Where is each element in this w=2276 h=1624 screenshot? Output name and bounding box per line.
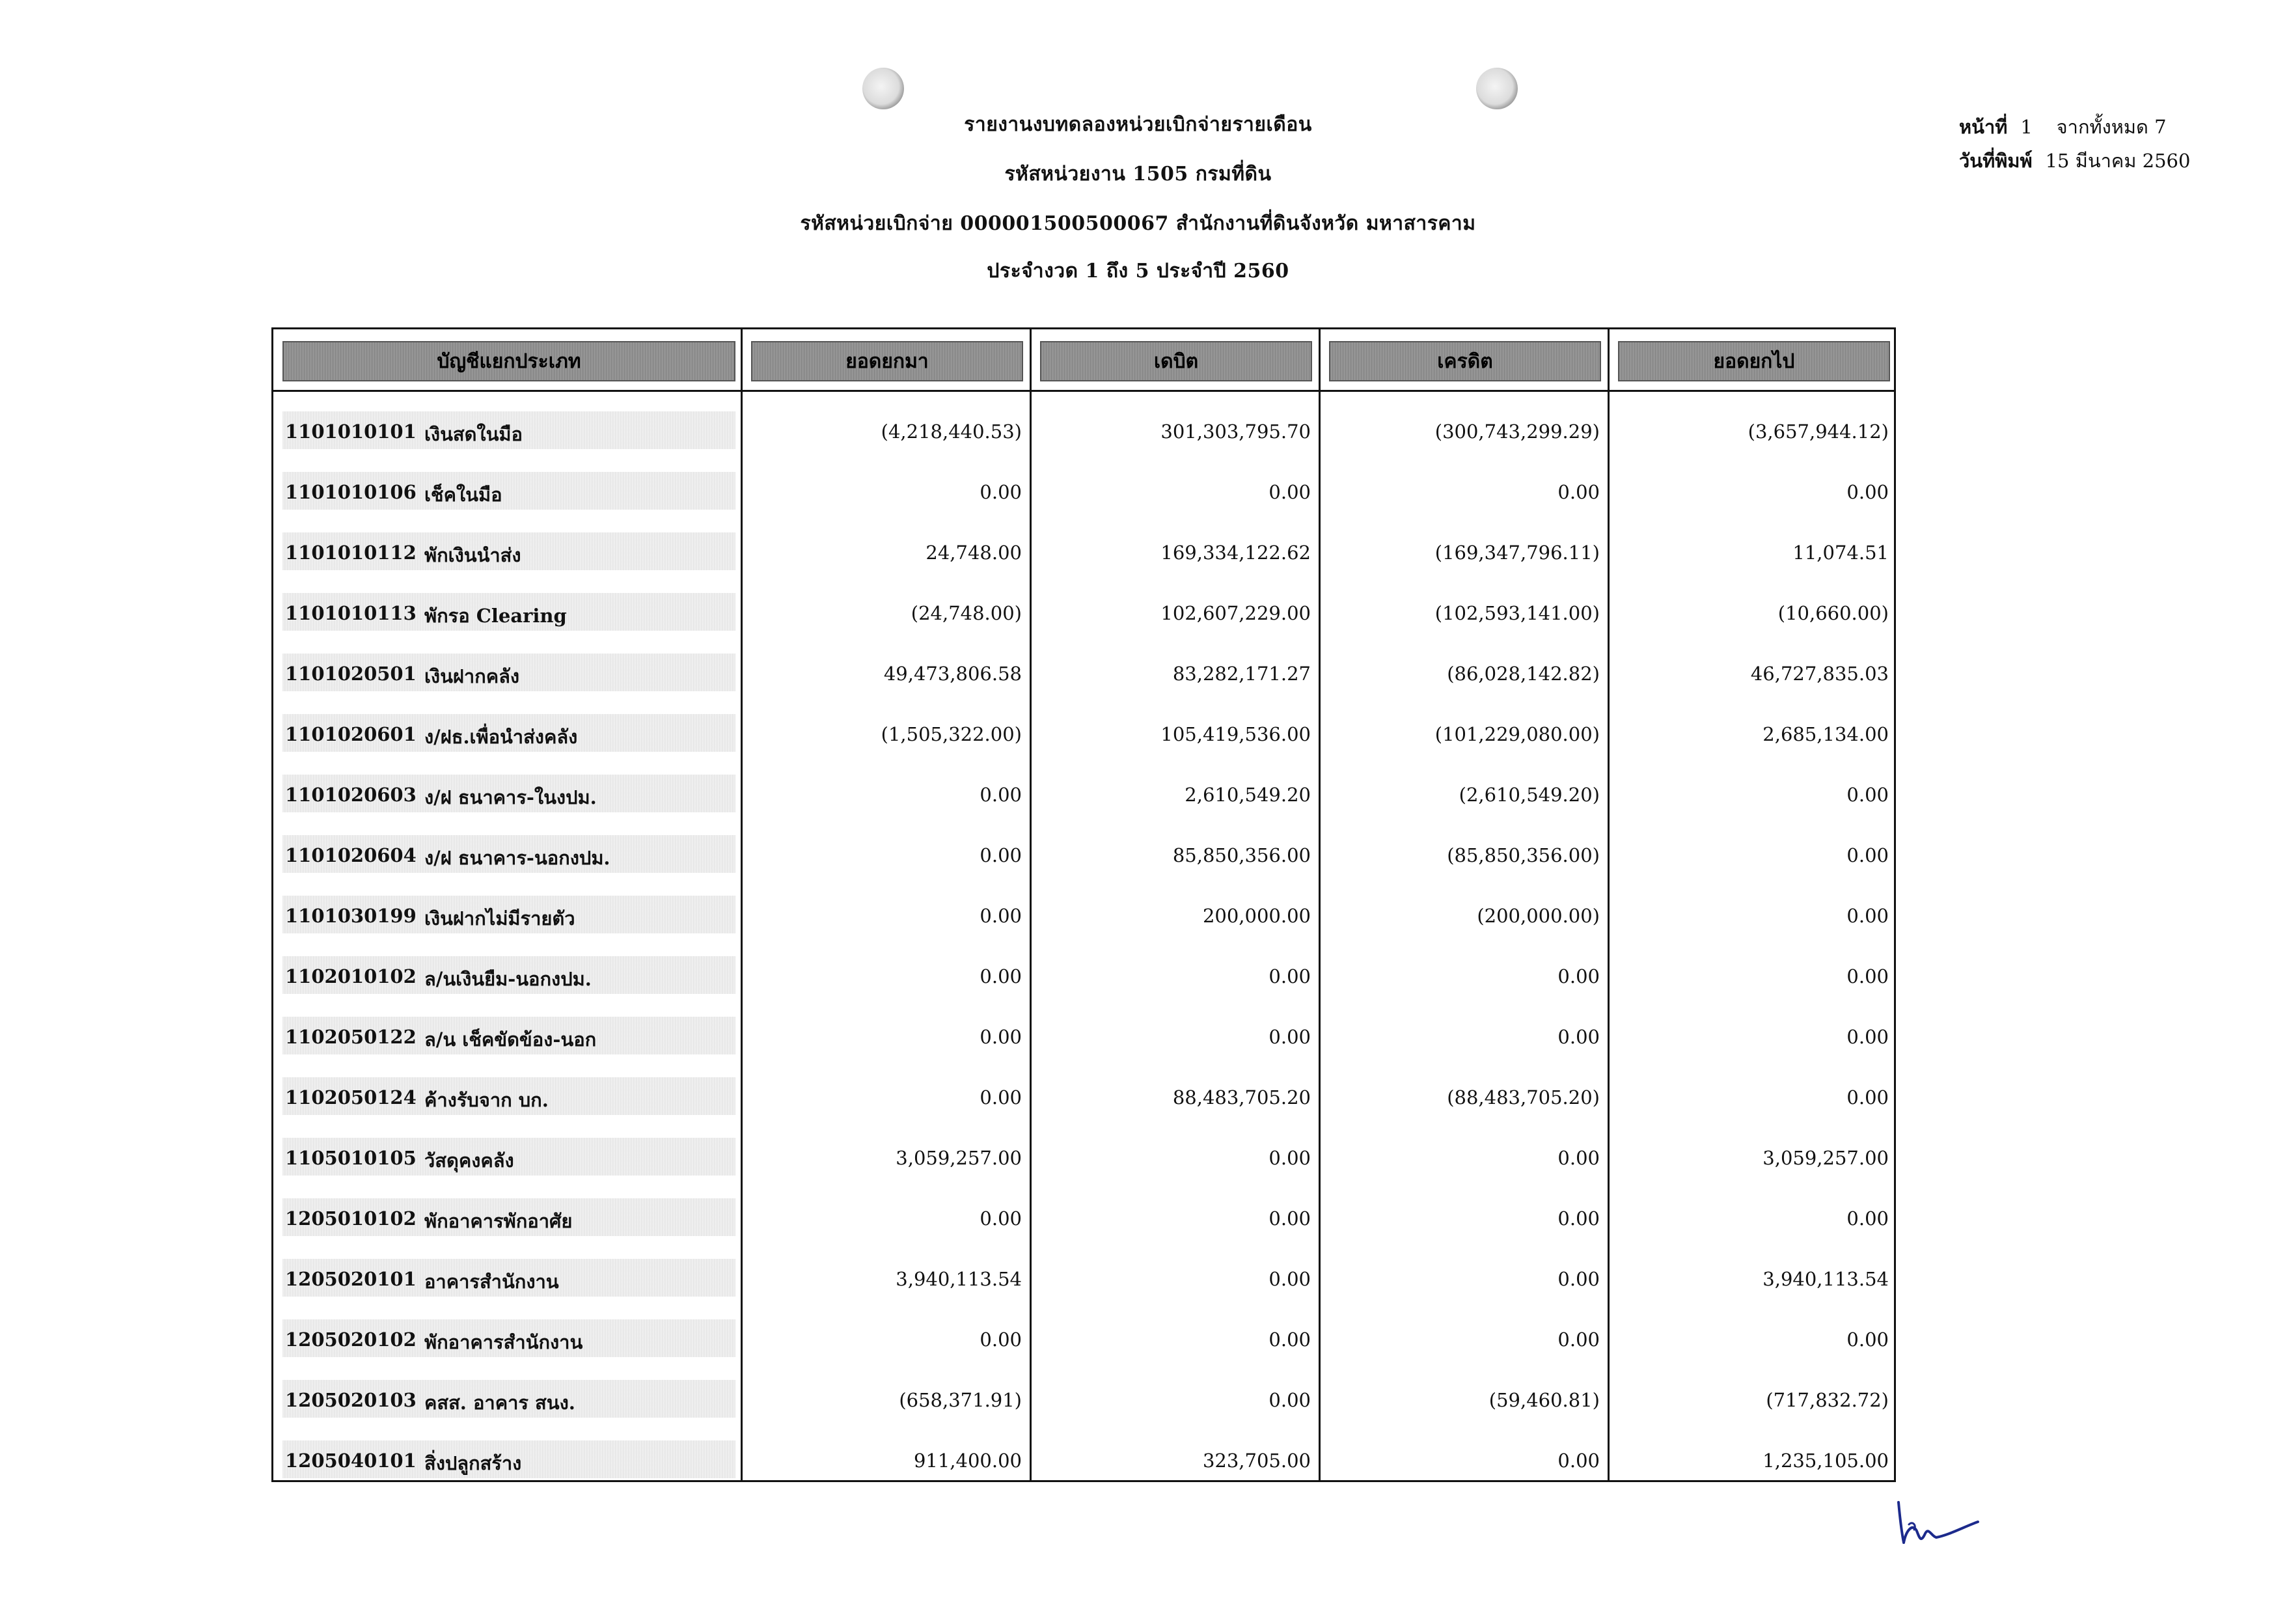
closing-balance: (3,657,944.12) [1748, 420, 1889, 443]
account-name: ล/นเงินยืม-นอกงปม. [424, 968, 592, 990]
debit-amount: 0.00 [1268, 1328, 1311, 1351]
opening-balance: 0.00 [980, 1328, 1022, 1351]
credit-amount: (169,347,796.11) [1434, 542, 1600, 564]
opening-balance: (658,371.91) [899, 1389, 1022, 1411]
closing-balance: 0.00 [1846, 1328, 1889, 1351]
account-code: 1101010101 [285, 420, 417, 443]
debit-amount: 0.00 [1268, 1268, 1311, 1290]
account-code: 1102010102 [285, 965, 417, 987]
debit-amount: 102,607,229.00 [1160, 602, 1311, 624]
table-row [273, 402, 1894, 463]
credit-amount: 0.00 [1557, 1268, 1600, 1290]
account-code: 1101030199 [285, 905, 417, 927]
page-value: 1 จากทั้งหมด 7 [2020, 116, 2167, 138]
closing-balance: 2,685,134.00 [1762, 723, 1889, 745]
closing-balance: 1,235,105.00 [1762, 1450, 1889, 1472]
opening-balance: 911,400.00 [913, 1450, 1022, 1472]
account-code: 1102050124 [285, 1086, 417, 1108]
account-name: เงินฝากไม่มีรายตัว [424, 907, 575, 929]
opening-balance: 0.00 [980, 905, 1022, 927]
table-row [273, 463, 1894, 523]
credit-amount: 0.00 [1557, 965, 1600, 987]
closing-balance: 3,059,257.00 [1762, 1147, 1889, 1169]
account-code: 1101010113 [285, 602, 417, 624]
debit-amount: 2,610,549.20 [1185, 784, 1311, 806]
debit-amount: 323,705.00 [1202, 1450, 1311, 1472]
opening-balance: 0.00 [980, 844, 1022, 866]
opening-balance: 0.00 [980, 1026, 1022, 1048]
closing-balance: (10,660.00) [1777, 602, 1889, 624]
account-code: 1205020102 [285, 1328, 417, 1351]
table-row [273, 1129, 1894, 1189]
account-name: คสส. อาคาร สนง. [424, 1392, 575, 1414]
account-code: 1105010105 [285, 1147, 417, 1169]
closing-balance: 0.00 [1846, 905, 1889, 927]
account-code: 1102050122 [285, 1026, 417, 1048]
closing-balance: 0.00 [1846, 1086, 1889, 1108]
credit-amount: (86,028,142.82) [1447, 663, 1600, 685]
credit-amount: (59,460.81) [1488, 1389, 1600, 1411]
disbursing-unit: รหัสหน่วยเบิกจ่าย 000001500500067 สำนักงานที่ดินจังหวัด มหาสารคาม [800, 212, 1476, 235]
account-name: เงินฝากคลัง [424, 665, 520, 687]
table-row [273, 1068, 1894, 1129]
report-period: ประจำงวด 1 ถึง 5 ประจำปี 2560 [987, 260, 1289, 282]
debit-amount: 0.00 [1268, 965, 1311, 987]
opening-balance: 3,059,257.00 [896, 1147, 1022, 1169]
trial-balance-table [271, 327, 1896, 1482]
account-name: ค้างรับจาก บก. [424, 1089, 549, 1111]
table-row [273, 887, 1894, 947]
account-name: เช็คในมือ [424, 484, 502, 506]
table-body [273, 402, 1894, 1492]
account-name: พักอาคารพักอาศัย [424, 1210, 573, 1232]
opening-balance: 0.00 [980, 1086, 1022, 1108]
agency-code: รหัสหน่วยงาน 1505 กรมที่ดิน [1004, 163, 1272, 186]
account-code: 1101020601 [285, 723, 417, 745]
closing-balance: 0.00 [1846, 784, 1889, 806]
account-code: 1101010106 [285, 481, 417, 503]
debit-amount: 0.00 [1268, 1026, 1311, 1048]
column-header-account: บัญชีแยกประเภท [282, 341, 735, 381]
print-date [1959, 146, 2190, 176]
page-indicator [1959, 112, 2167, 142]
table-row [273, 826, 1894, 887]
table-row [273, 765, 1894, 826]
debit-amount: 0.00 [1268, 481, 1311, 503]
report-title: รายงานงบทดลองหน่วยเบิกจ่ายรายเดือน [964, 113, 1312, 136]
account-code: 1205040101 [285, 1450, 417, 1472]
credit-amount: (102,593,141.00) [1434, 602, 1600, 624]
debit-amount: 105,419,536.00 [1160, 723, 1311, 745]
table-row [273, 1250, 1894, 1310]
account-code: 1205010102 [285, 1207, 417, 1230]
account-name: ง/ฝธ.เพื่อนำส่งคลัง [424, 726, 578, 748]
table-row [273, 1008, 1894, 1068]
opening-balance: 0.00 [980, 481, 1022, 503]
column-header-closing: ยอดยกไป [1618, 341, 1890, 381]
credit-amount: 0.00 [1557, 1450, 1600, 1472]
account-code: 1205020101 [285, 1268, 417, 1290]
punch-hole-left [862, 68, 904, 109]
credit-amount: (85,850,356.00) [1447, 844, 1600, 866]
account-name: วัสดุคงคลัง [424, 1149, 514, 1172]
account-code: 1101020603 [285, 784, 417, 806]
debit-amount: 0.00 [1268, 1147, 1311, 1169]
column-header-opening: ยอดยกมา [751, 341, 1023, 381]
closing-balance: 0.00 [1846, 965, 1889, 987]
credit-amount: 0.00 [1557, 1328, 1600, 1351]
table-row [273, 644, 1894, 705]
table-row [273, 947, 1894, 1008]
closing-balance: 11,074.51 [1792, 542, 1889, 564]
table-row [273, 1189, 1894, 1250]
table-row [273, 1371, 1894, 1431]
opening-balance: 0.00 [980, 1207, 1022, 1230]
table-row [273, 523, 1894, 584]
account-name: สิ่งปลูกสร้าง [424, 1452, 522, 1474]
account-name: พักเงินนำส่ง [424, 544, 521, 566]
debit-amount: 85,850,356.00 [1172, 844, 1311, 866]
account-code: 1205020103 [285, 1389, 417, 1411]
opening-balance: 3,940,113.54 [896, 1268, 1022, 1290]
closing-balance: 0.00 [1846, 1207, 1889, 1230]
closing-balance: 46,727,835.03 [1750, 663, 1889, 685]
header-divider [273, 390, 1894, 392]
account-name: พักรอ Clearing [424, 605, 567, 627]
table-row [273, 584, 1894, 644]
credit-amount: 0.00 [1557, 481, 1600, 503]
credit-amount: 0.00 [1557, 1147, 1600, 1169]
print-date-label: วันที่พิมพ์ [1959, 150, 2033, 172]
debit-amount: 83,282,171.27 [1172, 663, 1311, 685]
table-row [273, 705, 1894, 765]
opening-balance: 49,473,806.58 [883, 663, 1022, 685]
account-name: ล/น เช็คขัดข้อง-นอก [424, 1028, 597, 1051]
debit-amount: 200,000.00 [1202, 905, 1311, 927]
opening-balance: (24,748.00) [911, 602, 1022, 624]
account-name: อาคารสำนักงาน [424, 1271, 559, 1293]
credit-amount: (101,229,080.00) [1434, 723, 1600, 745]
closing-balance: (717,832.72) [1766, 1389, 1889, 1411]
table-row [273, 1431, 1894, 1492]
closing-balance: 0.00 [1846, 481, 1889, 503]
opening-balance: 0.00 [980, 965, 1022, 987]
debit-amount: 169,334,122.62 [1160, 542, 1311, 564]
opening-balance: (1,505,322.00) [881, 723, 1022, 745]
punch-hole-right [1476, 68, 1518, 109]
debit-amount: 0.00 [1268, 1207, 1311, 1230]
debit-amount: 301,303,795.70 [1160, 420, 1311, 443]
page-label: หน้าที่ [1959, 116, 2008, 138]
account-name: เงินสดในมือ [424, 423, 523, 445]
account-name: พักอาคารสำนักงาน [424, 1331, 583, 1353]
account-code: 1101010112 [285, 542, 417, 564]
column-header-debit: เดบิต [1040, 341, 1312, 381]
table-row [273, 1310, 1894, 1371]
credit-amount: (300,743,299.29) [1434, 420, 1600, 443]
opening-balance: 0.00 [980, 784, 1022, 806]
closing-balance: 3,940,113.54 [1762, 1268, 1889, 1290]
opening-balance: 24,748.00 [925, 542, 1022, 564]
account-code: 1101020501 [285, 663, 417, 685]
opening-balance: (4,218,440.53) [881, 420, 1022, 443]
credit-amount: (88,483,705.20) [1447, 1086, 1600, 1108]
credit-amount: (200,000.00) [1477, 905, 1600, 927]
closing-balance: 0.00 [1846, 1026, 1889, 1048]
debit-amount: 0.00 [1268, 1389, 1311, 1411]
signature-mark [1891, 1497, 1982, 1549]
credit-amount: 0.00 [1557, 1207, 1600, 1230]
account-code: 1101020604 [285, 844, 417, 866]
debit-amount: 88,483,705.20 [1172, 1086, 1311, 1108]
account-name: ง/ฝ ธนาคาร-ในงปม. [424, 786, 597, 808]
account-name: ง/ฝ ธนาคาร-นอกงปม. [424, 847, 610, 869]
closing-balance: 0.00 [1846, 844, 1889, 866]
credit-amount: (2,610,549.20) [1459, 784, 1600, 806]
print-date-value: 15 มีนาคม 2560 [2045, 150, 2191, 172]
column-header-credit: เครดิต [1329, 341, 1601, 381]
credit-amount: 0.00 [1557, 1026, 1600, 1048]
